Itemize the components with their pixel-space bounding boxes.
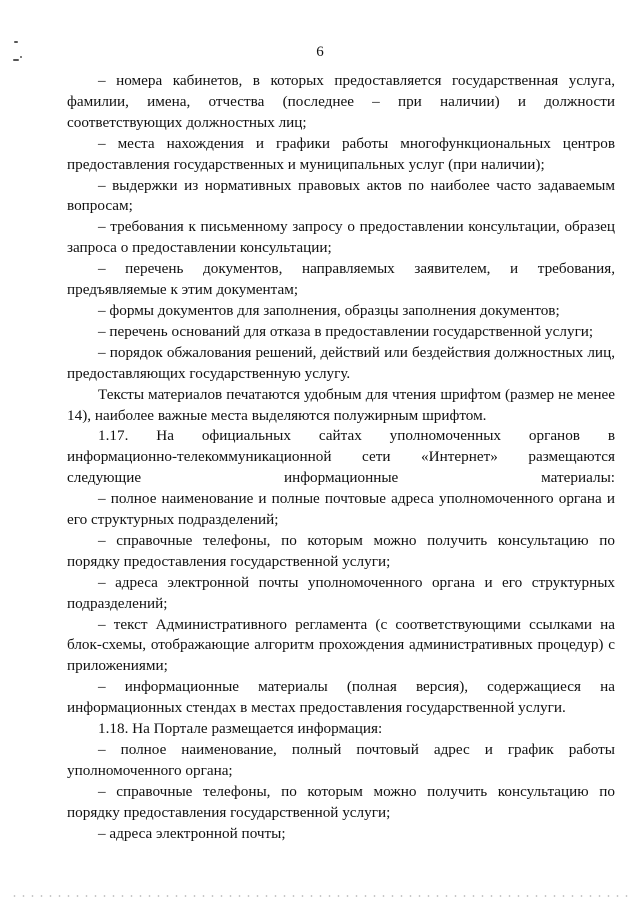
paragraph: – формы документов для заполнения, образцы заполнения документов; (98, 301, 560, 319)
paragraph: – места нахождения и графики работы многофункциональных центров предоставления государственных и муниципальных услуг (при наличии); (67, 134, 615, 173)
paragraph: – порядок обжалования решений, действий или бездействия должностных лиц, предоставляющих государственную услугу. (67, 343, 615, 382)
paragraph: Тексты материалов печатаются удобным для чтения шрифтом (размер не менее 14), наиболее важные места выделяются полужирным шрифтом. (67, 385, 615, 424)
paragraph: – справочные телефоны, по которым можно получить консультацию по порядку предоставления государственной услуги; (67, 531, 615, 570)
paragraph: – информационные материалы (полная версия), содержащиеся на информационных стендах в местах предоставления государственной услуги. (67, 678, 615, 717)
paragraph: 1.17. На официальных сайтах уполномоченных органов в информационно-телекоммуникационной сети «Интернет» размещаются следующие информационные материалы: (67, 427, 615, 487)
paragraph: – перечень оснований для отказа в предоставлении государственной услуги; (98, 322, 594, 340)
scan-mark-top (14, 41, 18, 43)
paragraph: – номера кабинетов, в которых предоставляется государственная услуга, фамилии, имена, отчества (последнее – при наличии) и должности соответствующих должностных лиц; (67, 72, 615, 131)
page-number: 6 (316, 44, 324, 60)
paragraph: – перечень документов, направляемых заявителем, и требования, предъявляемые к этим документам; (67, 260, 615, 299)
scan-noise (10, 895, 630, 897)
document-body (67, 71, 615, 845)
paragraph: – выдержки из нормативных правовых актов по наиболее часто задаваемым вопросам; (67, 176, 615, 215)
paragraph: – требования к письменному запросу о предоставлении консультации, образец запроса о предоставлении консультации; (67, 218, 615, 257)
paragraph: – справочные телефоны, по которым можно получить консультацию по порядку предоставления государственной услуги; (67, 782, 615, 821)
paragraph: – полное наименование, полный почтовый адрес и график работы уполномоченного органа; (67, 741, 615, 779)
paragraph: – текст Административного регламента (с соответствующими ссылками на блок-схемы, отображающие алгоритм прохождения административных процедур) с приложениями; (67, 615, 615, 675)
paragraph: 1.18. На Портале размещается информация: (98, 720, 383, 738)
paragraph: – адреса электронной почты; (98, 824, 286, 842)
paragraph: – адреса электронной почты уполномоченного органа и его структурных подразделений; (67, 573, 615, 612)
paragraph: – полное наименование и полные почтовые адреса уполномоченного органа и его структурных подразделений; (67, 490, 615, 529)
